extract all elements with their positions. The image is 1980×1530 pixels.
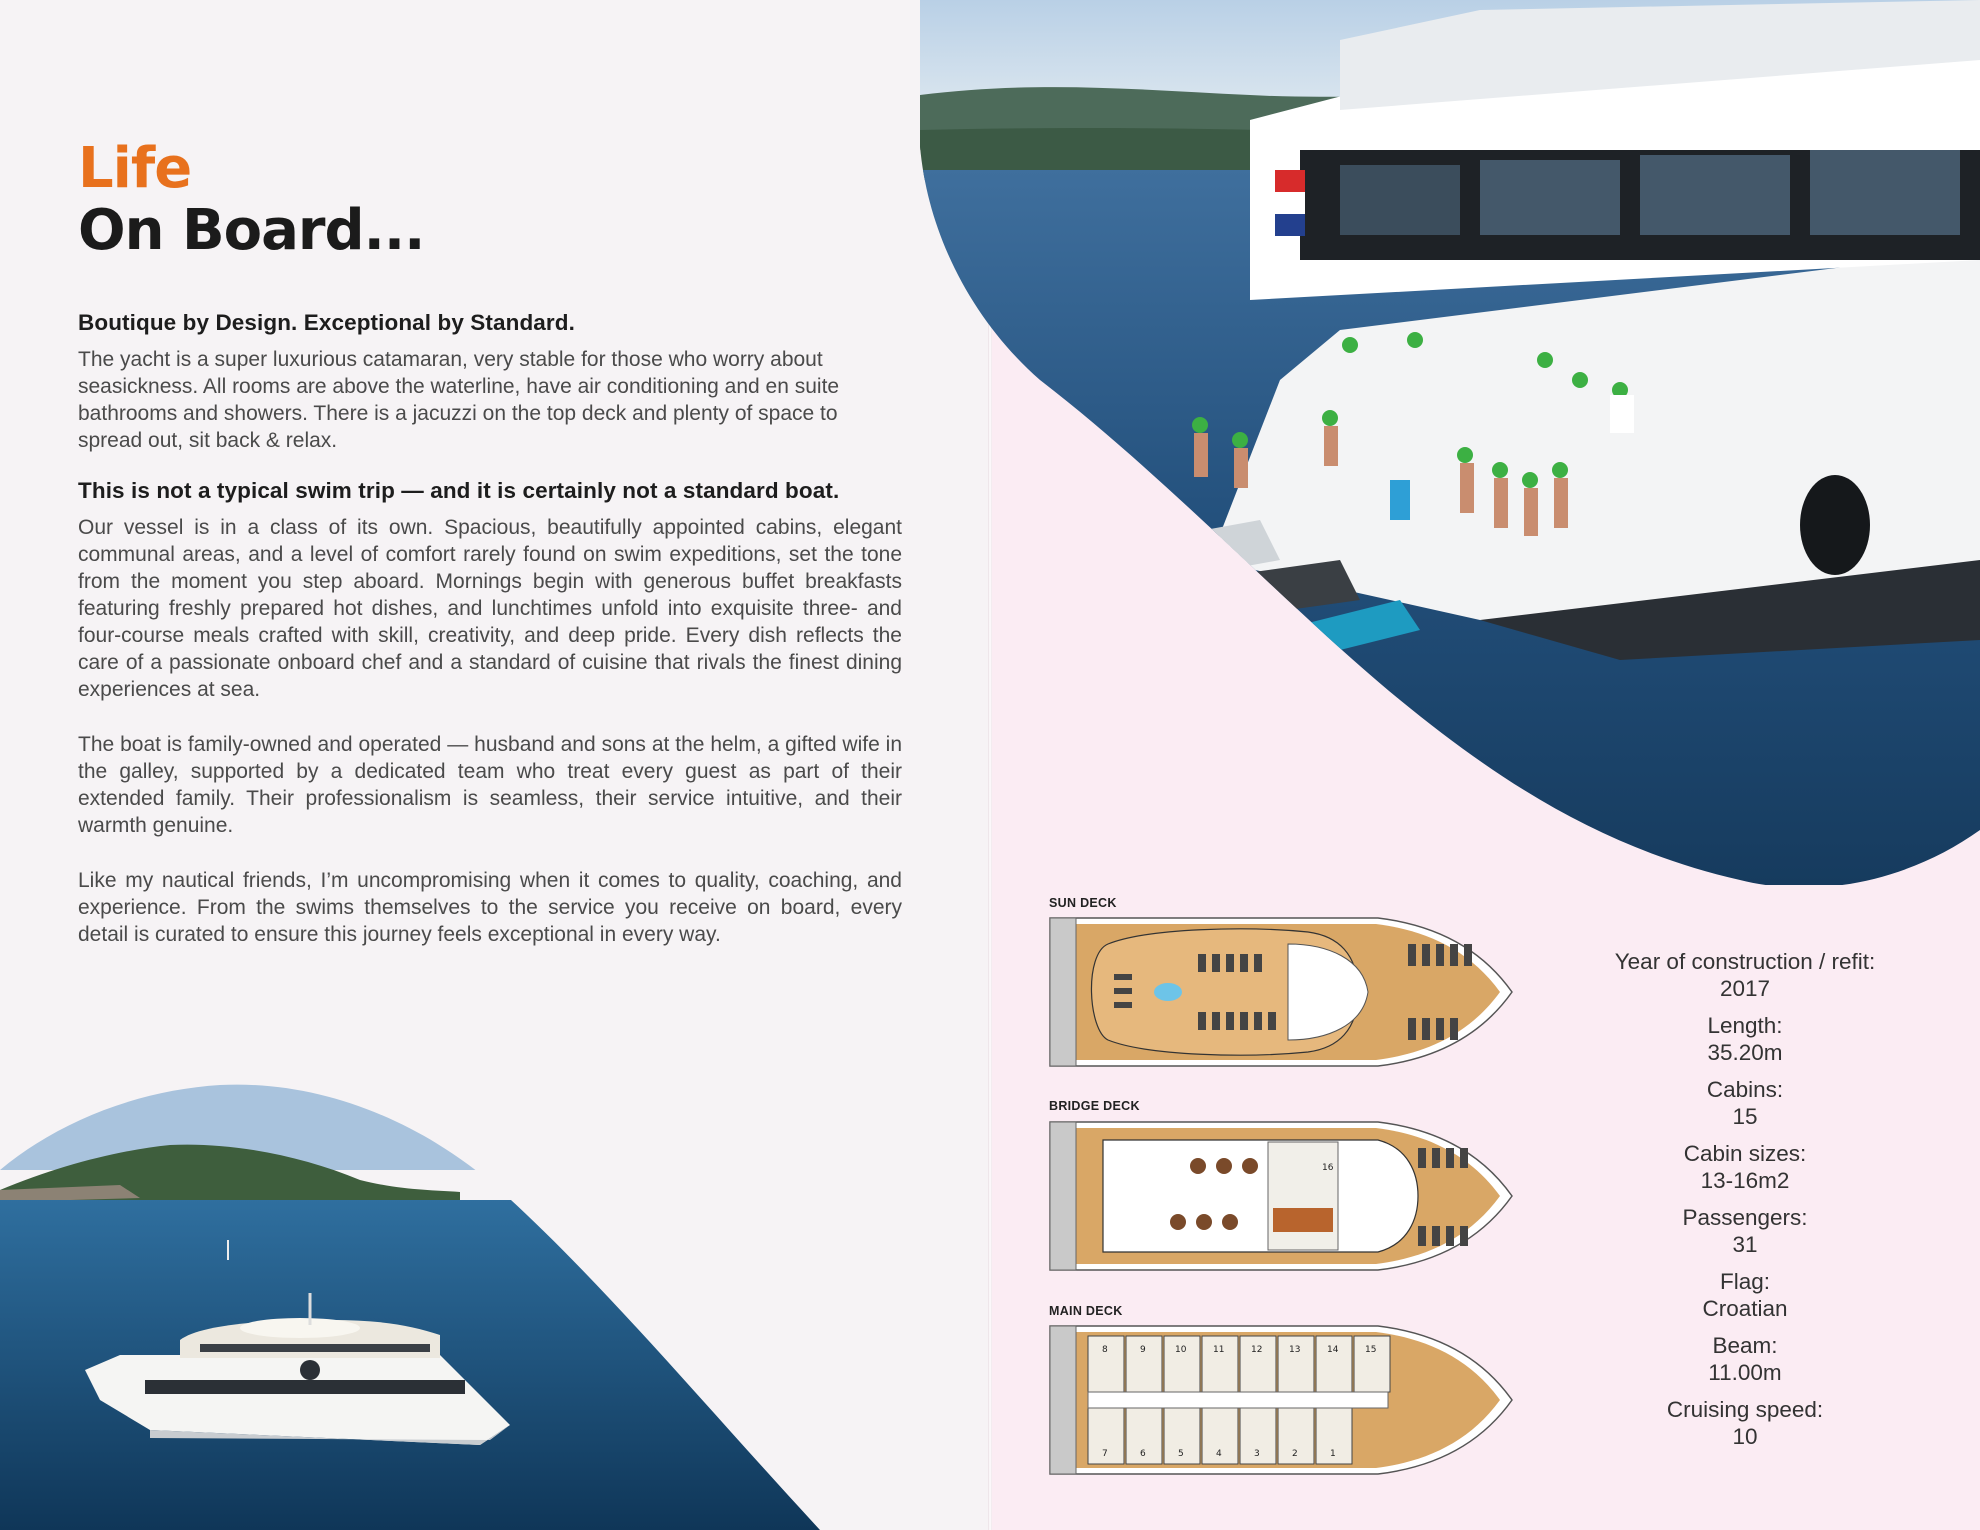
vessel-paragraph-2: The boat is family-owned and operated — husband and sons at the helm, a gifted wife in the galley, supported by a dedicated team who treat every guest as part of their extended family. Their professionalism is seamless, their service intuitive, and their warmth genuine. bbox=[78, 733, 902, 837]
title-line-life: Life bbox=[78, 136, 192, 201]
spec-value: 31 bbox=[1732, 1232, 1758, 1257]
title-line-on-board: On Board... bbox=[78, 198, 425, 263]
main-cabin-6: 6 bbox=[1140, 1449, 1146, 1459]
yacht-swimmers-photo bbox=[920, 0, 1980, 885]
main-cabin-10: 10 bbox=[1175, 1345, 1187, 1355]
spec-cabin-sizes bbox=[1580, 1140, 1910, 1194]
spec-label: Length: bbox=[1707, 1013, 1783, 1038]
yacht-specs bbox=[1580, 948, 1910, 1460]
intro-paragraph: The yacht is a super luxurious catamaran, very stable for those who worry about seasickness. All rooms are above the waterline, have air conditioning and en suite bathrooms and showers. There is a jacuzzi on the top deck and plenty of space to spread out, sit back & relax. bbox=[78, 348, 840, 452]
body-copy bbox=[78, 310, 902, 976]
spec-passengers bbox=[1580, 1204, 1910, 1258]
main-cabin-9: 9 bbox=[1140, 1345, 1146, 1355]
spec-label: Cruising speed: bbox=[1666, 1397, 1824, 1422]
spec-year bbox=[1580, 948, 1910, 1002]
spec-value: Croatian bbox=[1702, 1296, 1788, 1321]
main-cabin-14: 14 bbox=[1327, 1345, 1339, 1355]
deck-label-main: MAIN DECK bbox=[1049, 1304, 1123, 1318]
spec-value: 11.00m bbox=[1708, 1360, 1782, 1385]
spec-cabins bbox=[1580, 1076, 1910, 1130]
deck-label-bridge: BRIDGE DECK bbox=[1049, 1099, 1140, 1113]
spec-label: Year of construction / refit: bbox=[1614, 949, 1876, 974]
yacht-aerial-photo bbox=[0, 1080, 820, 1530]
main-cabin-1: 1 bbox=[1330, 1449, 1336, 1459]
spec-value: 2017 bbox=[1719, 976, 1771, 1001]
vessel-paragraph-3: Like my nautical friends, I’m uncompromising when it comes to quality, coaching, and experience. From the swims themselves to the service you receive on board, every detail is curated to ensure this journey feels exceptional in every way. bbox=[78, 869, 902, 946]
vessel-paragraph-1: Our vessel is in a class of its own. Spacious, beautifully appointed cabins, elegant communal areas, and a level of comfort rarely found on swim expeditions, set the tone from the moment you step aboard. Mornings begin with generous buffet breakfasts featuring freshly prepared hot dishes, and lunchtimes unfold into exquisite three- and four-course meals crafted with skill, creativity, and deep pride. Every dish reflects the care of a passionate onboard chef and a standard of cuisine that rivals the finest dining experiences at sea. bbox=[78, 516, 902, 701]
deck-label-sun: SUN DECK bbox=[1049, 896, 1117, 910]
main-cabin-13: 13 bbox=[1289, 1345, 1301, 1355]
spec-label: Cabins: bbox=[1706, 1077, 1784, 1102]
vessel-heading: This is not a typical swim trip — and it is certainly not a standard boat. bbox=[78, 478, 840, 503]
spec-label: Flag: bbox=[1719, 1269, 1771, 1294]
main-cabin-3: 3 bbox=[1254, 1449, 1260, 1459]
main-cabin-7: 7 bbox=[1102, 1449, 1108, 1459]
main-cabin-5: 5 bbox=[1178, 1449, 1184, 1459]
spec-label: Beam: bbox=[1712, 1333, 1778, 1358]
spec-value: 35.20m bbox=[1707, 1040, 1783, 1065]
spec-value: 15 bbox=[1732, 1104, 1758, 1129]
spec-beam bbox=[1580, 1332, 1910, 1386]
spec-label: Passengers: bbox=[1682, 1205, 1808, 1230]
sun-deck-plan bbox=[1048, 914, 1514, 1070]
spec-label: Cabin sizes: bbox=[1683, 1141, 1807, 1166]
main-deck-plan bbox=[1048, 1322, 1514, 1478]
spec-cruising-speed bbox=[1580, 1396, 1910, 1450]
main-cabin-8: 8 bbox=[1102, 1345, 1108, 1355]
page-title bbox=[78, 138, 424, 262]
intro-heading: Boutique by Design. Exceptional by Standard. bbox=[78, 310, 575, 335]
spec-value: 10 bbox=[1732, 1424, 1758, 1449]
main-cabin-4: 4 bbox=[1216, 1449, 1222, 1459]
bridge-deck-plan bbox=[1048, 1118, 1514, 1274]
main-cabin-2: 2 bbox=[1292, 1449, 1298, 1459]
bridge-cabin-number: 16 bbox=[1322, 1163, 1334, 1173]
main-cabin-11: 11 bbox=[1213, 1345, 1225, 1355]
spec-value: 13-16m2 bbox=[1700, 1168, 1790, 1193]
spec-flag bbox=[1580, 1268, 1910, 1322]
main-cabin-15: 15 bbox=[1365, 1345, 1377, 1355]
spec-length bbox=[1580, 1012, 1910, 1066]
main-cabin-12: 12 bbox=[1251, 1345, 1263, 1355]
